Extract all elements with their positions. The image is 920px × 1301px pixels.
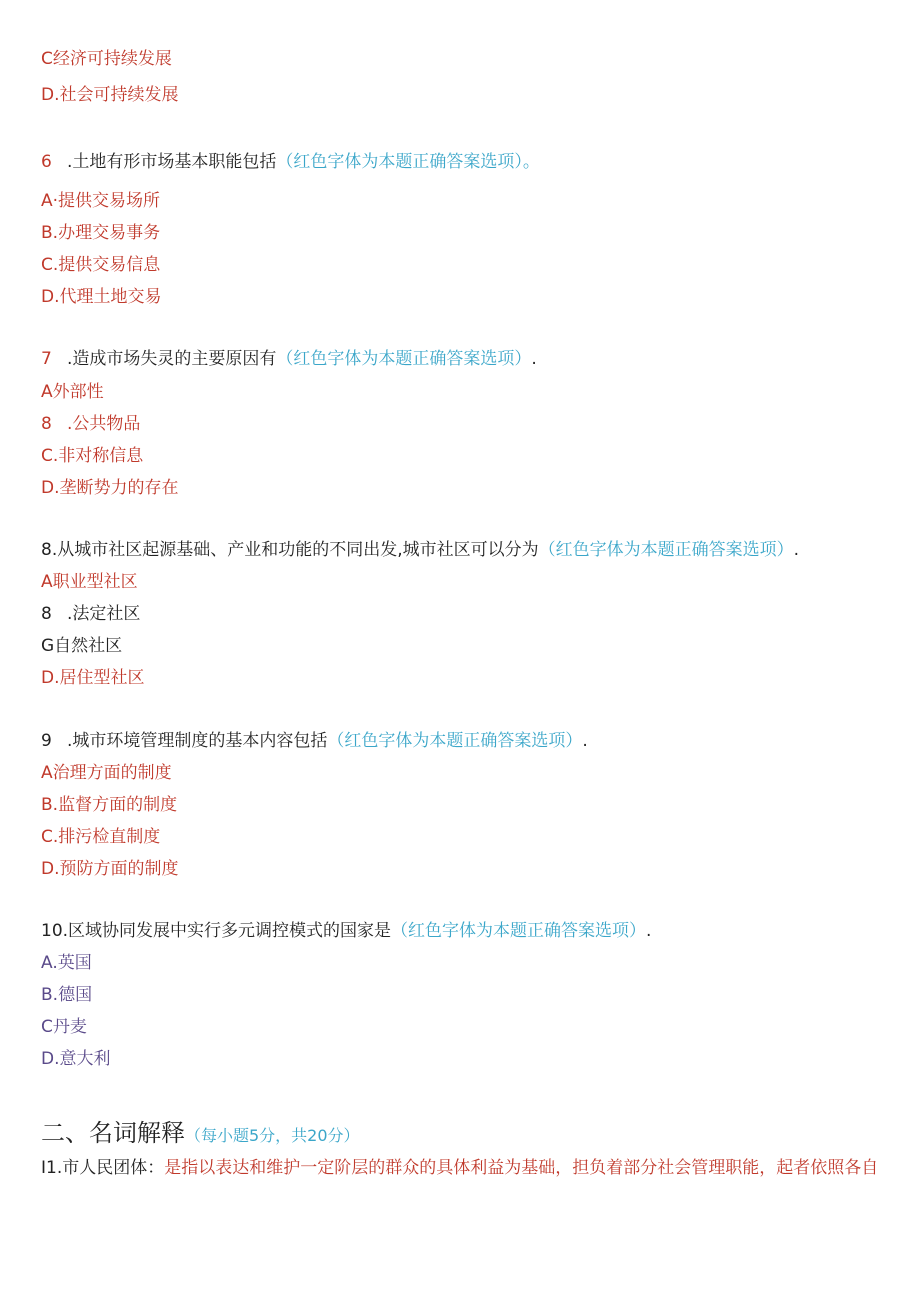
option-c: G自然社区 [41, 636, 123, 656]
question-number: 7 [41, 349, 52, 369]
option-d: D.意大利 [41, 1049, 111, 1069]
option-b [41, 603, 140, 625]
question-text: 10.区域协同发展中实行多元调控模式的国家是 [41, 921, 392, 941]
answer-hint: （红色字体为本题正确答案选项） [327, 731, 583, 751]
answer-hint: （红色字体为本题正确答案选项） [538, 540, 794, 560]
option-a: A治理方面的制度 [41, 763, 172, 783]
section-title: 二、名词解释 [41, 1119, 185, 1147]
option-a: A·提供交易场所 [41, 191, 161, 211]
option-b: B.办理交易事务 [41, 223, 161, 243]
option-a: A外部性 [41, 382, 104, 402]
question-8-stem [41, 539, 799, 561]
option-d: D.社会可持续发展 [41, 85, 179, 105]
answer-hint: （红色字体为本题正确答案选项） [276, 152, 523, 172]
section-note: （每小题5分，共20分） [185, 1126, 360, 1145]
term-label: I1.市人民团体： [41, 1158, 165, 1178]
question-9-stem [41, 730, 588, 752]
option-d: D.居住型社区 [41, 668, 145, 688]
option-d: D.代理土地交易 [41, 287, 162, 307]
question-text: .城市环境管理制度的基本内容包括 [67, 731, 328, 751]
question-number: 9 [41, 731, 52, 751]
option-text: .公共物品 [67, 414, 141, 434]
option-b: B.监督方面的制度 [41, 795, 178, 815]
question-end: . [531, 349, 537, 369]
question-text: .土地有形市场基本职能包括 [67, 152, 277, 172]
question-text: .造成市场失灵的主要原因有 [67, 349, 277, 369]
question-end: 。 [522, 152, 540, 172]
option-number: 8 [41, 604, 52, 624]
option-d: D.垄断势力的存在 [41, 478, 179, 498]
option-number: 8 [41, 414, 52, 434]
option-d: D.预防方面的制度 [41, 859, 179, 879]
answer-hint: （红色字体为本题正确答案选项） [391, 921, 647, 941]
option-a: A.英国 [41, 953, 92, 973]
option-c: C.排污检直制度 [41, 827, 161, 847]
question-end: . [582, 731, 588, 751]
option-c: C.非对称信息 [41, 446, 144, 466]
option-c: C经济可持续发展 [41, 49, 172, 69]
option-a: A职业型社区 [41, 572, 138, 592]
option-c: C丹麦 [41, 1017, 87, 1037]
question-number: 6 [41, 152, 52, 172]
question-6-stem [41, 151, 540, 173]
section-heading [41, 1118, 360, 1151]
question-7-stem [41, 348, 537, 370]
option-c: C.提供交易信息 [41, 255, 161, 275]
question-end: . [793, 540, 800, 560]
option-b [41, 413, 140, 435]
answer-hint: （红色字体为本题正确答案选项） [276, 349, 532, 369]
term-text: 是指以表达和维护一定阶层的群众的具体利益为基础，担负着部分社会管理职能，起者依照各自 [164, 1158, 879, 1178]
option-text: .法定社区 [67, 604, 141, 624]
term-definition [41, 1157, 878, 1179]
question-10-stem [41, 920, 651, 942]
question-end: . [646, 921, 652, 941]
question-text: 8.从城市社区起源基础、产业和功能的不同出发,城市社区可以分为 [41, 540, 539, 560]
option-b: B.德国 [41, 985, 93, 1005]
